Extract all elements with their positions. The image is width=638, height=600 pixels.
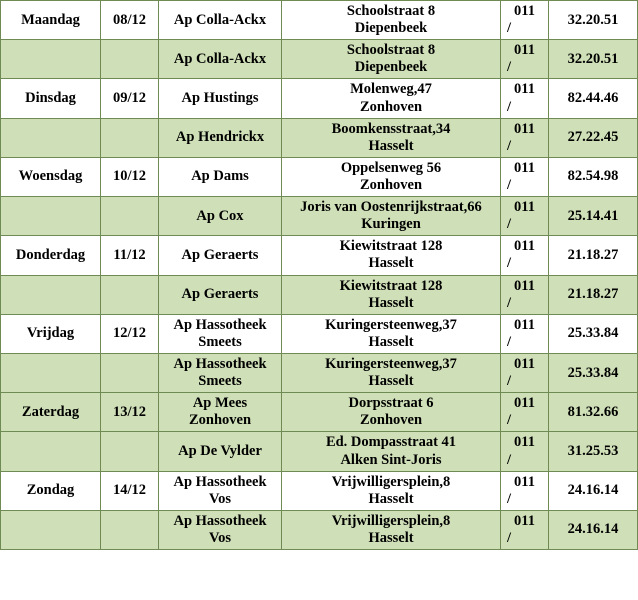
cell-day bbox=[1, 510, 101, 549]
phone-prefix-number: 011 bbox=[514, 159, 535, 176]
phone-prefix-separator: / bbox=[507, 137, 512, 154]
cell-day: Maandag bbox=[1, 1, 101, 40]
cell-phone-number: 21.18.27 bbox=[549, 236, 638, 275]
cell-address-line: Hasselt bbox=[368, 255, 414, 272]
cell-pharmacy-name bbox=[159, 40, 282, 79]
phone-prefix-number: 011 bbox=[514, 355, 535, 372]
cell-address bbox=[282, 236, 501, 275]
cell-phone-prefix bbox=[501, 40, 549, 79]
cell-address-line: Zonhoven bbox=[359, 176, 423, 193]
cell-address-line: Hasselt bbox=[368, 137, 414, 154]
cell-pharmacy-name-line: Ap Geraerts bbox=[181, 246, 259, 263]
cell-day bbox=[1, 197, 101, 236]
cell-pharmacy-name-line: Vos bbox=[208, 529, 232, 546]
cell-pharmacy-name bbox=[159, 79, 282, 118]
cell-phone-prefix bbox=[501, 510, 549, 549]
cell-pharmacy-name-line: Ap Mees bbox=[192, 395, 248, 412]
cell-phone-prefix bbox=[501, 353, 549, 392]
cell-date: 14/12 bbox=[101, 471, 159, 510]
cell-date bbox=[101, 275, 159, 314]
cell-address-line: Molenweg,47 bbox=[350, 81, 432, 98]
cell-pharmacy-name-line: Smeets bbox=[198, 373, 242, 390]
cell-pharmacy-name-line: Ap Colla-Ackx bbox=[173, 11, 267, 28]
phone-prefix-separator: / bbox=[507, 255, 512, 272]
cell-phone-number: 24.16.14 bbox=[549, 510, 638, 549]
cell-phone-number: 25.33.84 bbox=[549, 353, 638, 392]
cell-pharmacy-name-line: Ap Geraerts bbox=[181, 286, 259, 303]
cell-address-line: Hasselt bbox=[368, 529, 414, 546]
cell-date bbox=[101, 118, 159, 157]
cell-pharmacy-name-line: Ap Hendrickx bbox=[175, 129, 265, 146]
phone-prefix-separator: / bbox=[507, 98, 512, 115]
cell-address bbox=[282, 393, 501, 432]
cell-address-line: Kiewitstraat 128 bbox=[339, 277, 443, 294]
cell-date: 09/12 bbox=[101, 79, 159, 118]
table-row bbox=[1, 432, 638, 471]
cell-address-line: Hasselt bbox=[368, 294, 414, 311]
cell-date: 10/12 bbox=[101, 157, 159, 196]
table-row bbox=[1, 510, 638, 549]
table-row bbox=[1, 393, 638, 432]
cell-address bbox=[282, 40, 501, 79]
cell-date bbox=[101, 40, 159, 79]
cell-address-line: Hasselt bbox=[368, 490, 414, 507]
cell-pharmacy-name-line: Ap De Vylder bbox=[178, 442, 262, 459]
cell-pharmacy-name-line: Vos bbox=[208, 490, 232, 507]
cell-address bbox=[282, 275, 501, 314]
cell-pharmacy-name-line: Ap Cox bbox=[196, 207, 244, 224]
cell-address bbox=[282, 510, 501, 549]
cell-address-line: Vrijwilligersplein,8 bbox=[331, 473, 451, 490]
cell-phone-prefix bbox=[501, 314, 549, 353]
cell-pharmacy-name bbox=[159, 471, 282, 510]
cell-day bbox=[1, 353, 101, 392]
cell-phone-number: 32.20.51 bbox=[549, 40, 638, 79]
cell-day bbox=[1, 118, 101, 157]
cell-address-line: Dorpsstraat 6 bbox=[348, 395, 434, 412]
cell-phone-number: 82.44.46 bbox=[549, 79, 638, 118]
cell-pharmacy-name-line: Ap Hassotheek bbox=[173, 355, 267, 372]
table-row bbox=[1, 471, 638, 510]
phone-prefix-number: 011 bbox=[514, 277, 535, 294]
cell-address-line: Diepenbeek bbox=[354, 59, 428, 76]
cell-date bbox=[101, 197, 159, 236]
cell-phone-number: 25.33.84 bbox=[549, 314, 638, 353]
cell-day: Dinsdag bbox=[1, 79, 101, 118]
cell-pharmacy-name bbox=[159, 118, 282, 157]
cell-phone-number: 32.20.51 bbox=[549, 1, 638, 40]
cell-date: 11/12 bbox=[101, 236, 159, 275]
cell-day: Vrijdag bbox=[1, 314, 101, 353]
cell-day: Woensdag bbox=[1, 157, 101, 196]
cell-pharmacy-name bbox=[159, 432, 282, 471]
cell-address-line: Kuringersteenweg,37 bbox=[325, 355, 457, 372]
cell-address-line: Boomkensstraat,34 bbox=[331, 120, 451, 137]
cell-address-line: Schoolstraat 8 bbox=[346, 42, 436, 59]
cell-address bbox=[282, 79, 501, 118]
cell-address-line: Hasselt bbox=[368, 333, 414, 350]
cell-address-line: Kuringen bbox=[361, 216, 421, 233]
table-row bbox=[1, 40, 638, 79]
phone-prefix-separator: / bbox=[507, 333, 512, 350]
phone-prefix-number: 011 bbox=[514, 434, 535, 451]
cell-pharmacy-name-line: Ap Hassotheek bbox=[173, 473, 267, 490]
table-row bbox=[1, 353, 638, 392]
cell-phone-number: 31.25.53 bbox=[549, 432, 638, 471]
cell-address-line: Kiewitstraat 128 bbox=[339, 238, 443, 255]
cell-pharmacy-name bbox=[159, 1, 282, 40]
cell-address bbox=[282, 118, 501, 157]
cell-address-line: Schoolstraat 8 bbox=[346, 3, 436, 19]
cell-phone-number: 24.16.14 bbox=[549, 471, 638, 510]
cell-day bbox=[1, 275, 101, 314]
cell-date bbox=[101, 510, 159, 549]
phone-prefix-separator: / bbox=[507, 20, 512, 37]
cell-address bbox=[282, 1, 501, 40]
cell-phone-prefix bbox=[501, 236, 549, 275]
cell-day: Donderdag bbox=[1, 236, 101, 275]
cell-phone-prefix bbox=[501, 118, 549, 157]
cell-day bbox=[1, 432, 101, 471]
table-row bbox=[1, 275, 638, 314]
cell-phone-number: 27.22.45 bbox=[549, 118, 638, 157]
phone-prefix-number: 011 bbox=[514, 120, 535, 137]
phone-prefix-separator: / bbox=[507, 373, 512, 390]
cell-phone-prefix bbox=[501, 275, 549, 314]
cell-address bbox=[282, 353, 501, 392]
cell-phone-prefix bbox=[501, 79, 549, 118]
phone-prefix-number: 011 bbox=[514, 395, 535, 412]
cell-pharmacy-name bbox=[159, 197, 282, 236]
cell-phone-prefix bbox=[501, 432, 549, 471]
cell-address bbox=[282, 432, 501, 471]
phone-prefix-number: 011 bbox=[514, 238, 535, 255]
cell-address-line: Zonhoven bbox=[359, 412, 423, 429]
phone-prefix-separator: / bbox=[507, 294, 512, 311]
cell-phone-number: 82.54.98 bbox=[549, 157, 638, 196]
cell-address-line: Ed. Dompasstraat 41 bbox=[325, 434, 457, 451]
cell-address-line: Joris van Oostenrijkstraat,66 bbox=[300, 199, 482, 216]
cell-pharmacy-name bbox=[159, 353, 282, 392]
cell-pharmacy-name bbox=[159, 157, 282, 196]
cell-address-line: Diepenbeek bbox=[354, 20, 428, 37]
cell-address bbox=[282, 157, 501, 196]
phone-prefix-number: 011 bbox=[514, 512, 535, 529]
cell-phone-prefix bbox=[501, 471, 549, 510]
phone-prefix-number: 011 bbox=[514, 199, 535, 216]
cell-pharmacy-name-line: Ap Dams bbox=[191, 168, 249, 185]
phone-prefix-separator: / bbox=[507, 529, 512, 546]
cell-address bbox=[282, 314, 501, 353]
table-row bbox=[1, 1, 638, 40]
phone-prefix-number: 011 bbox=[514, 81, 535, 98]
cell-pharmacy-name-line: Zonhoven bbox=[188, 412, 252, 429]
cell-pharmacy-name-line: Ap Colla-Ackx bbox=[173, 50, 267, 67]
cell-phone-prefix bbox=[501, 393, 549, 432]
table-row bbox=[1, 157, 638, 196]
cell-day: Zaterdag bbox=[1, 393, 101, 432]
cell-pharmacy-name bbox=[159, 236, 282, 275]
table-row bbox=[1, 79, 638, 118]
phone-prefix-separator: / bbox=[507, 412, 512, 429]
cell-address-line: Alken Sint-Joris bbox=[340, 451, 442, 468]
phone-prefix-number: 011 bbox=[514, 42, 535, 59]
phone-prefix-separator: / bbox=[507, 59, 512, 76]
phone-prefix-number: 011 bbox=[514, 3, 535, 19]
cell-pharmacy-name bbox=[159, 275, 282, 314]
cell-phone-prefix bbox=[501, 197, 549, 236]
table-row bbox=[1, 314, 638, 353]
phone-prefix-separator: / bbox=[507, 490, 512, 507]
cell-date: 12/12 bbox=[101, 314, 159, 353]
table-row bbox=[1, 197, 638, 236]
cell-pharmacy-name bbox=[159, 393, 282, 432]
cell-pharmacy-name-line: Smeets bbox=[198, 333, 242, 350]
cell-address-line: Hasselt bbox=[368, 373, 414, 390]
cell-pharmacy-name-line: Ap Hassotheek bbox=[173, 512, 267, 529]
cell-date: 08/12 bbox=[101, 1, 159, 40]
cell-day: Zondag bbox=[1, 471, 101, 510]
phone-prefix-number: 011 bbox=[514, 316, 535, 333]
cell-phone-prefix bbox=[501, 157, 549, 196]
phone-prefix-number: 011 bbox=[514, 473, 535, 490]
cell-address-line: Oppelsenweg 56 bbox=[340, 159, 442, 176]
cell-day bbox=[1, 40, 101, 79]
table-body bbox=[1, 1, 638, 550]
phone-prefix-separator: / bbox=[507, 451, 512, 468]
cell-date bbox=[101, 353, 159, 392]
cell-pharmacy-name-line: Ap Hassotheek bbox=[173, 316, 267, 333]
cell-address bbox=[282, 471, 501, 510]
cell-date: 13/12 bbox=[101, 393, 159, 432]
table-row bbox=[1, 236, 638, 275]
cell-date bbox=[101, 432, 159, 471]
cell-phone-number: 25.14.41 bbox=[549, 197, 638, 236]
cell-phone-prefix bbox=[501, 1, 549, 40]
phone-prefix-separator: / bbox=[507, 176, 512, 193]
cell-phone-number: 81.32.66 bbox=[549, 393, 638, 432]
cell-phone-number: 21.18.27 bbox=[549, 275, 638, 314]
cell-address-line: Kuringersteenweg,37 bbox=[325, 316, 457, 333]
cell-address-line: Zonhoven bbox=[359, 98, 423, 115]
cell-pharmacy-name bbox=[159, 510, 282, 549]
cell-pharmacy-name bbox=[159, 314, 282, 353]
cell-address bbox=[282, 197, 501, 236]
cell-address-line: Vrijwilligersplein,8 bbox=[331, 512, 451, 529]
cell-pharmacy-name-line: Ap Hustings bbox=[181, 89, 259, 106]
table-row bbox=[1, 118, 638, 157]
phone-prefix-separator: / bbox=[507, 216, 512, 233]
